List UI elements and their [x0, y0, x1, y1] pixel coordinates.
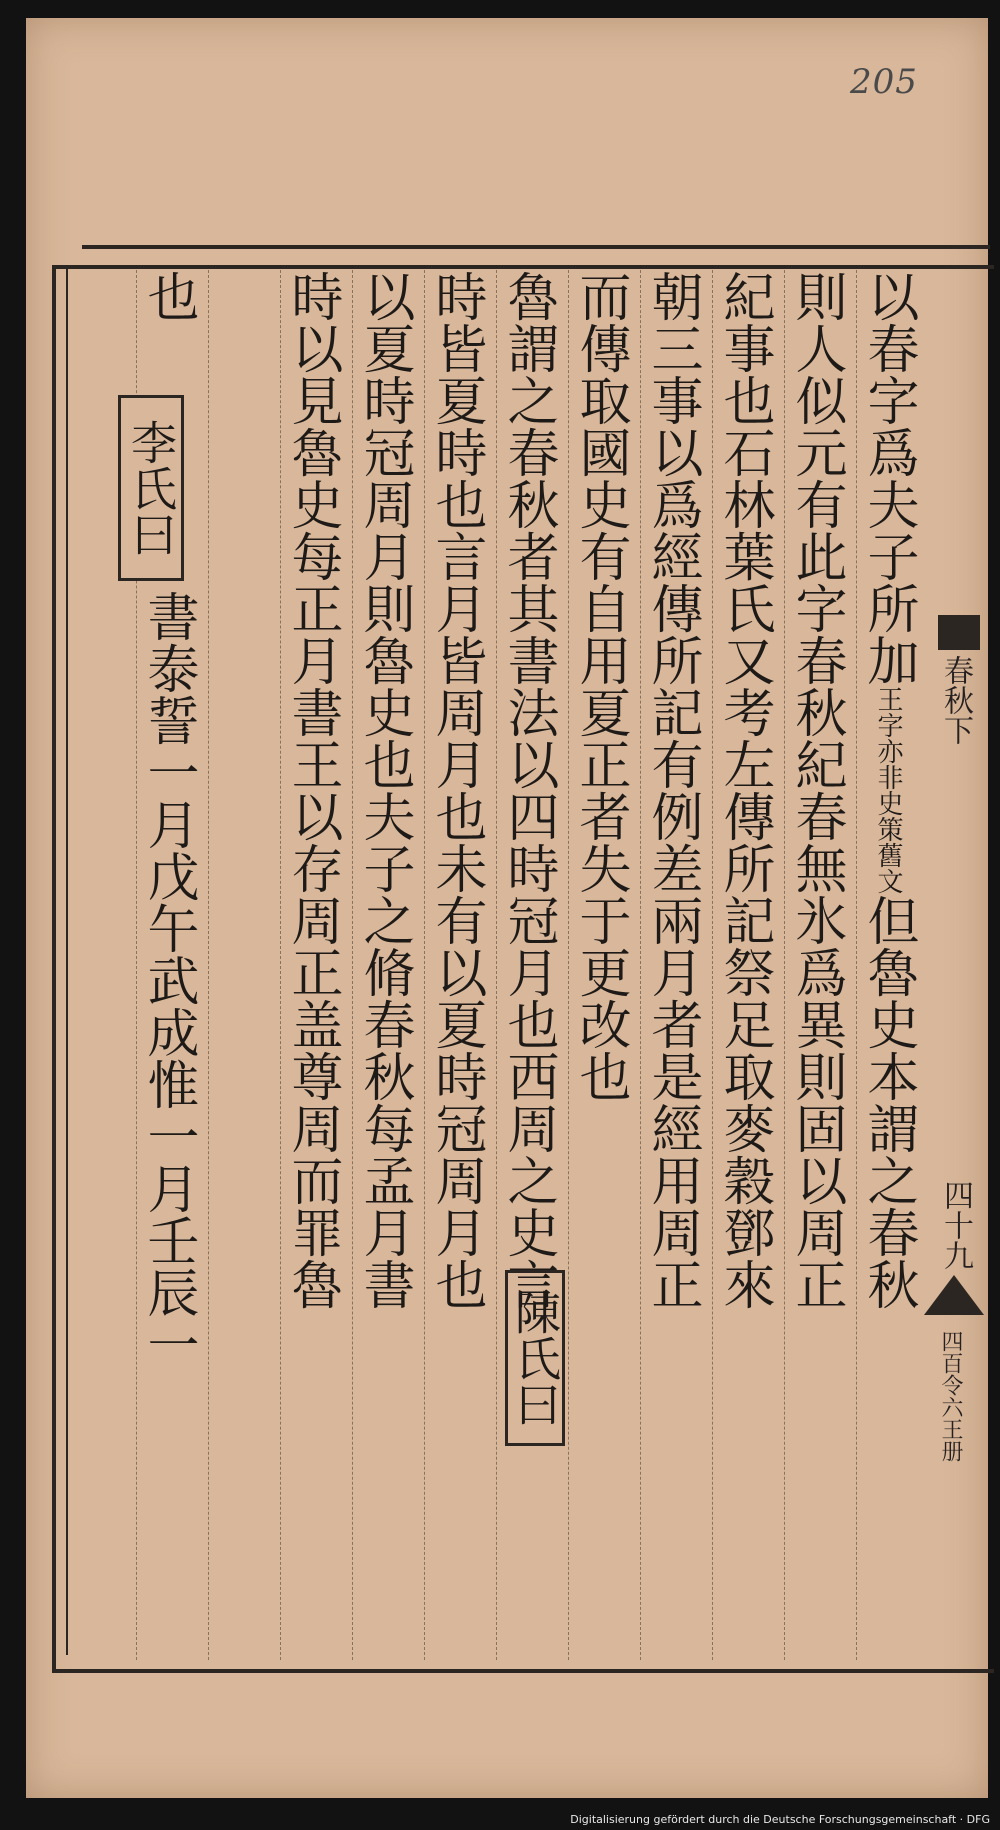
text-column-10-continued: 書泰誓一月戊午武成惟一月壬辰一 — [138, 590, 198, 1370]
text-column-9: 時以見魯史每正月書王以存周正盖尊周而罪魯 — [282, 270, 342, 1310]
text-column-2: 則人似元有此字春秋紀春無氷爲異則固以周正 — [786, 270, 846, 1310]
margin-black-mark — [938, 615, 980, 650]
page-number: 205 — [850, 62, 918, 102]
column-divider — [496, 265, 497, 1660]
column-divider — [352, 265, 353, 1660]
text-column-4: 朝三事以爲經傳所記有例差兩月者是經用周正 — [642, 270, 702, 1310]
column-divider — [568, 265, 569, 1660]
text-column-1 — [860, 270, 918, 1310]
frame-inner-line — [66, 265, 68, 1655]
text-column-10: 也 — [138, 270, 198, 322]
text-column-8: 以夏時冠周月則魯史也夫子之脩春秋每孟月書 — [354, 270, 414, 1310]
text-column-7: 時皆夏時也言月皆周月也未有以夏時冠周月也 — [426, 270, 486, 1310]
column-divider — [640, 265, 641, 1660]
column-divider — [208, 265, 209, 1660]
column-divider — [712, 265, 713, 1660]
interlinear-note: 王字亦非史策舊文 — [873, 686, 903, 894]
label-li-shi-yue: 李氏曰 — [118, 395, 184, 581]
text-column-1-main: 以春字爲夫子所加 — [858, 270, 918, 686]
text-column-3: 紀事也石林葉氏又考左傳所記祭足取麥穀鄧來 — [714, 270, 774, 1310]
label-chen-shi-yue: 陳氏曰 — [505, 1270, 565, 1446]
digitization-credit: Digitalisierung gefördert durch die Deutsche Forschungsgemeinschaft · DFG — [570, 1813, 990, 1826]
column-divider — [784, 265, 785, 1660]
text-column-1-tail: 但魯史本謂之春秋 — [858, 894, 918, 1310]
text-column-5: 而傳取國史有自用夏正者失于更改也 — [570, 270, 630, 1102]
frame-top-border — [82, 245, 990, 249]
text-column-6: 魯謂之春秋者其書法以四時冠月也西周之史言 — [498, 270, 558, 1310]
column-divider — [424, 265, 425, 1660]
margin-lower-note: 四百令六王册 — [938, 1330, 963, 1462]
column-divider — [856, 265, 857, 1660]
column-divider — [280, 265, 281, 1660]
margin-title: 春秋下 — [938, 655, 973, 745]
margin-folio: 四十九 — [938, 1180, 973, 1270]
